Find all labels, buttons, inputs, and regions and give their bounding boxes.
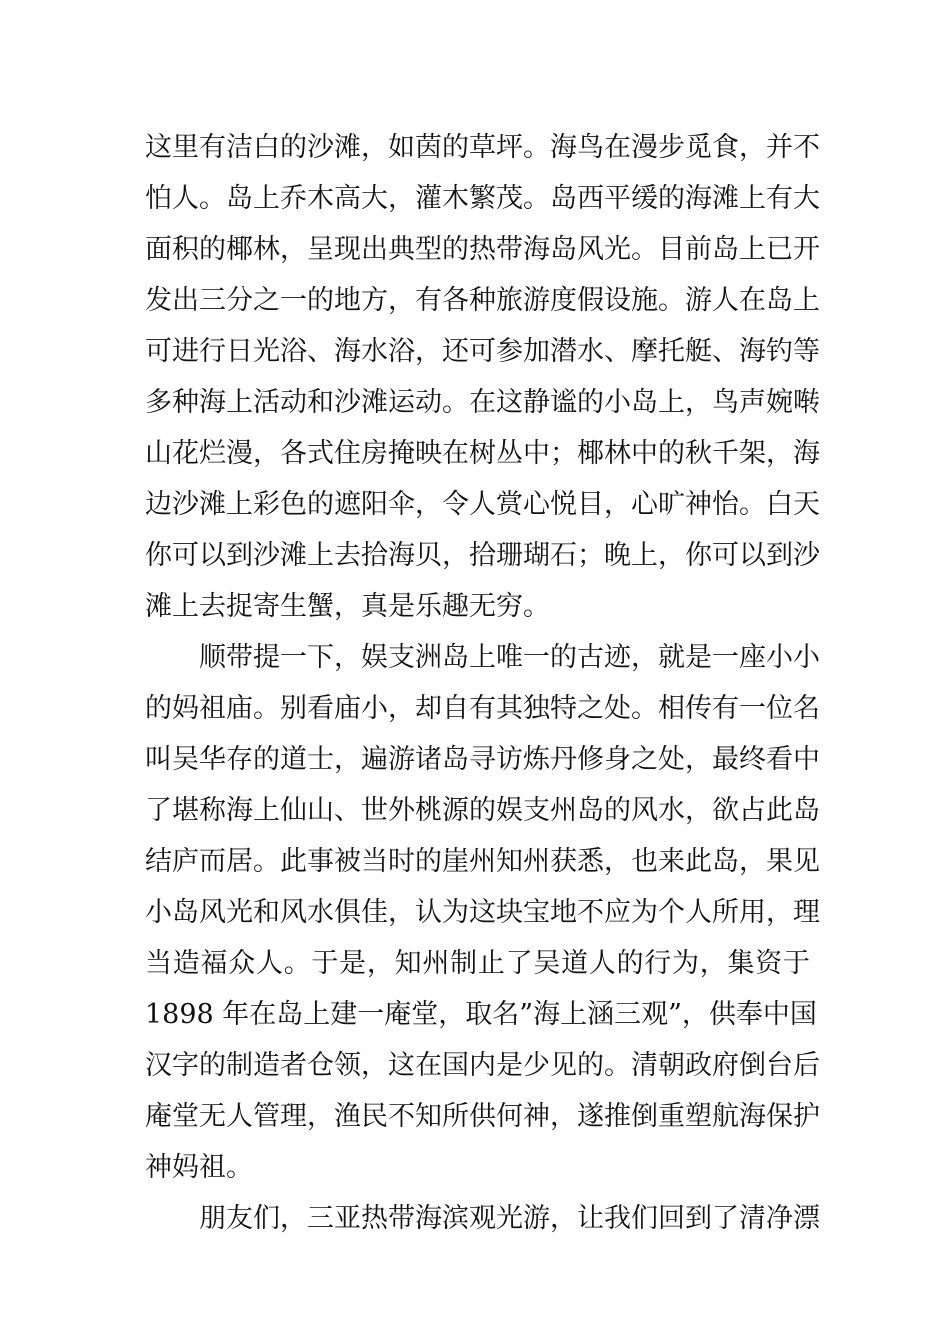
text-line: 的妈祖庙。别看庙小，却自有其独特之处。相传有一位名 (145, 693, 820, 724)
document-body (145, 122, 820, 1244)
text-line: 庵堂无人管理，渔民不知所供何神，遂推倒重塑航海保护 (145, 1101, 820, 1132)
text-line: 滩上去捉寄生蟹，真是乐趣无穷。 (145, 591, 550, 622)
text-line: 顺带提一下，娱支洲岛上唯一的古迹，就是一座小小 (199, 642, 820, 673)
text-line: 这里有洁白的沙滩，如茵的草坪。海鸟在漫步觅食，并不 (145, 132, 820, 163)
text-line: 你可以到沙滩上去拾海贝，拾珊瑚石；晚上，你可以到沙 (145, 540, 820, 571)
text-line: 边沙滩上彩色的遮阳伞，令人赏心悦目，心旷神怡。白天 (145, 489, 820, 520)
text-line: 叫吴华存的道士，遍游诸岛寻访炼丹修身之处，最终看中 (145, 744, 820, 775)
text-line: 神妈祖。 (145, 1152, 253, 1183)
text-line: 怕人。岛上乔木高大，灌木繁茂。岛西平缓的海滩上有大 (145, 183, 820, 214)
text-line: 山花烂漫，各式住房掩映在树丛中；椰林中的秋千架，海 (145, 438, 820, 469)
text-line: 朋友们，三亚热带海滨观光游，让我们回到了清净漂 (199, 1203, 820, 1234)
text-line: 1898 年在岛上建一庵堂，取名”海上涵三观”，供奉中国 (145, 999, 817, 1030)
text-line: 汉字的制造者仓领，这在国内是少见的。清朝政府倒台后 (145, 1050, 820, 1081)
text-line: 多种海上活动和沙滩运动。在这静谧的小岛上，鸟声婉啭 (145, 387, 820, 418)
text-line: 结庐而居。此事被当时的崖州知州获悉，也来此岛，果见 (145, 846, 820, 877)
text-line: 小岛风光和风水俱佳，认为这块宝地不应为个人所用，理 (145, 897, 820, 928)
text-line: 当造福众人。于是，知州制止了吴道人的行为，集资于 (145, 948, 810, 979)
text-line: 发出三分之一的地方，有各种旅游度假设施。游人在岛上 (145, 285, 820, 316)
text-line: 面积的椰林，呈现出典型的热带海岛风光。目前岛上已开 (145, 234, 820, 265)
text-line: 了堪称海上仙山、世外桃源的娱支州岛的风水，欲占此岛 (145, 795, 820, 826)
text-line: 可进行日光浴、海水浴，还可参加潜水、摩托艇、海钓等 (145, 336, 820, 367)
